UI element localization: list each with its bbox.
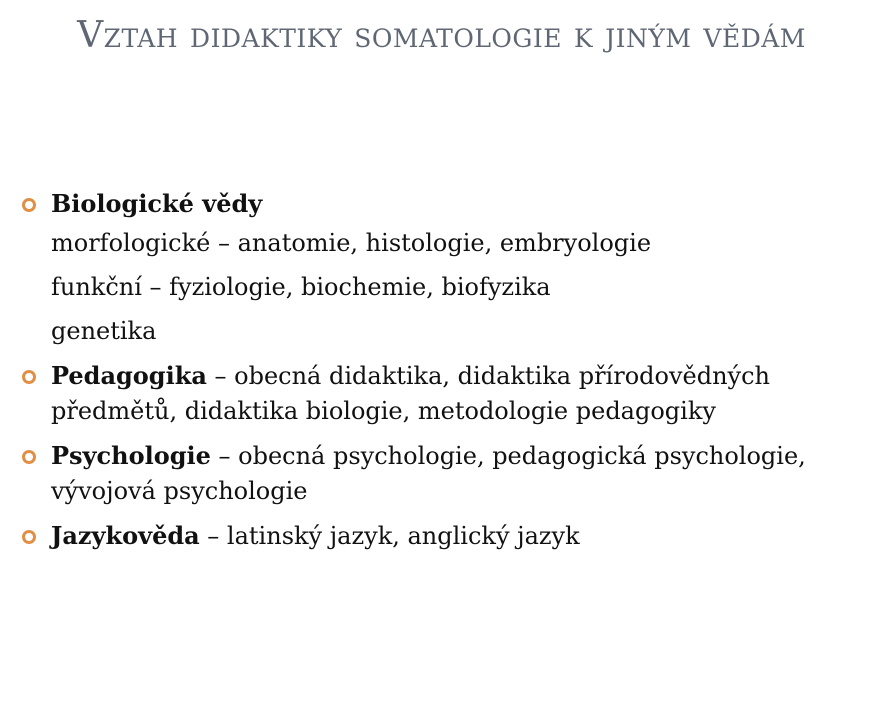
orange-circle-bullet-icon (22, 530, 36, 544)
linguistics-description: – latinský jazyk, anglický jazyk (199, 522, 580, 550)
orange-circle-bullet-icon (22, 370, 36, 384)
linguistics-text (51, 518, 870, 554)
functional-sciences-line: funkční – fyziologie, biochemie, biofyzika (51, 273, 551, 301)
orange-circle-bullet-icon (22, 198, 36, 212)
bullet-biological-sciences (20, 186, 870, 221)
bullet-psychology (20, 438, 870, 509)
bullet-linguistics (20, 518, 870, 554)
psychology-description: – obecná psychologie, pedagogická psychologie, vývojová psychologie (51, 442, 806, 505)
morphological-sciences-line: morfologické – anatomie, histologie, embryologie (51, 229, 652, 257)
pedagogy-heading: Pedagogika (51, 361, 207, 390)
pedagogy-text (51, 358, 870, 429)
linguistics-heading: Jazykověda (51, 521, 200, 550)
biological-sciences-heading: Biologické vědy (51, 189, 263, 218)
genetics-line: genetika (51, 317, 157, 345)
psychology-text (51, 438, 870, 509)
orange-circle-bullet-icon (22, 450, 36, 464)
psychology-heading: Psychologie (51, 441, 211, 470)
pedagogy-description: – obecná didaktika, didaktika přírodovědných předmětů, didaktika biologie, metodologie pedagogiky (51, 362, 771, 425)
bullet-pedagogy (20, 358, 870, 429)
bullet-list (20, 186, 870, 554)
slide-title: Vztah didaktiky somatologie k jiným vědám (77, 15, 806, 56)
